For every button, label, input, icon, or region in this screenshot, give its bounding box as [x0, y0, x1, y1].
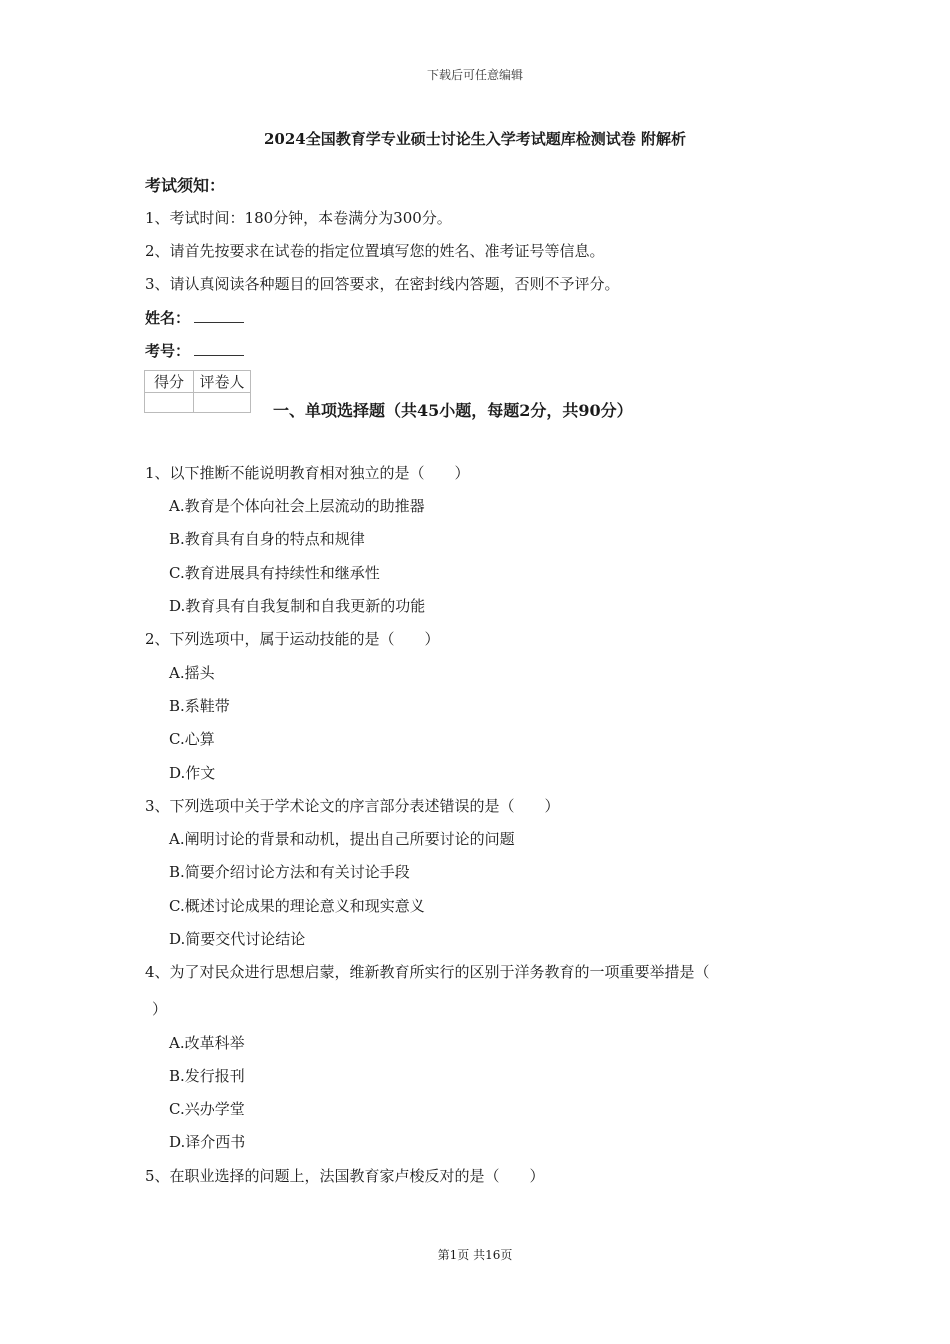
question-option: A.教育是个体向社会上层流动的助推器	[169, 497, 425, 515]
question-stem: 5、在职业选择的问题上，法国教育家卢梭反对的是（ ）	[145, 1167, 545, 1185]
question-option: D.译介西书	[169, 1133, 246, 1151]
name-field	[145, 307, 244, 328]
question-option: B.发行报刊	[169, 1067, 245, 1085]
grader-header: 评卷人	[194, 371, 251, 393]
question-option: A.改革科举	[169, 1034, 245, 1052]
document-title: 2024全国教育学专业硕士讨论生入学考试题库检测试卷 附解析	[264, 130, 686, 148]
notice-item: 3、请认真阅读各种题目的回答要求，在密封线内答题，否则不予评分。	[145, 275, 620, 293]
question-option: C.兴办学堂	[169, 1100, 245, 1118]
question-stem: 4、为了对民众进行思想启蒙，维新教育所实行的区别于洋务教育的一项重要举措是（	[145, 963, 710, 981]
question-option: B.系鞋带	[169, 697, 230, 715]
question-option: D.教育具有自我复制和自我更新的功能	[169, 597, 426, 615]
id-label: 考号：	[145, 342, 191, 360]
question-option: C.心算	[169, 730, 215, 748]
name-label: 姓名：	[145, 309, 191, 327]
score-table	[144, 370, 251, 413]
score-header: 得分	[145, 371, 194, 393]
grader-cell	[194, 393, 251, 413]
section-heading: 一、单项选择题（共45小题，每题2分，共90分）	[273, 401, 633, 420]
question-option: C.概述讨论成果的理论意义和现实意义	[169, 897, 425, 915]
question-stem-continuation: ）	[152, 1000, 168, 1018]
notice-item: 2、请首先按要求在试卷的指定位置填写您的姓名、准考证号等信息。	[145, 242, 605, 260]
id-field	[145, 340, 244, 361]
notice-item: 1、考试时间：180分钟，本卷满分为300分。	[145, 209, 452, 227]
score-cell	[145, 393, 194, 413]
question-option: C.教育进展具有持续性和继承性	[169, 564, 380, 582]
question-option: A.摇头	[169, 664, 215, 682]
question-option: A.阐明讨论的背景和动机，提出自己所要讨论的问题	[169, 830, 515, 848]
question-stem: 1、以下推断不能说明教育相对独立的是（ ）	[145, 464, 470, 482]
question-option: D.作文	[169, 764, 216, 782]
question-stem: 2、下列选项中，属于运动技能的是（ ）	[145, 630, 440, 648]
question-stem: 3、下列选项中关于学术论文的序言部分表述错误的是（ ）	[145, 797, 560, 815]
page-footer: 第1页 共16页	[437, 1248, 513, 1262]
name-blank	[194, 310, 244, 323]
question-option: B.简要介绍讨论方法和有关讨论手段	[169, 863, 410, 881]
question-option: B.教育具有自身的特点和规律	[169, 530, 365, 548]
question-option: D.简要交代讨论结论	[169, 930, 306, 948]
header-note: 下载后可任意编辑	[426, 68, 523, 82]
id-blank	[194, 343, 244, 356]
notice-heading: 考试须知：	[145, 176, 226, 195]
